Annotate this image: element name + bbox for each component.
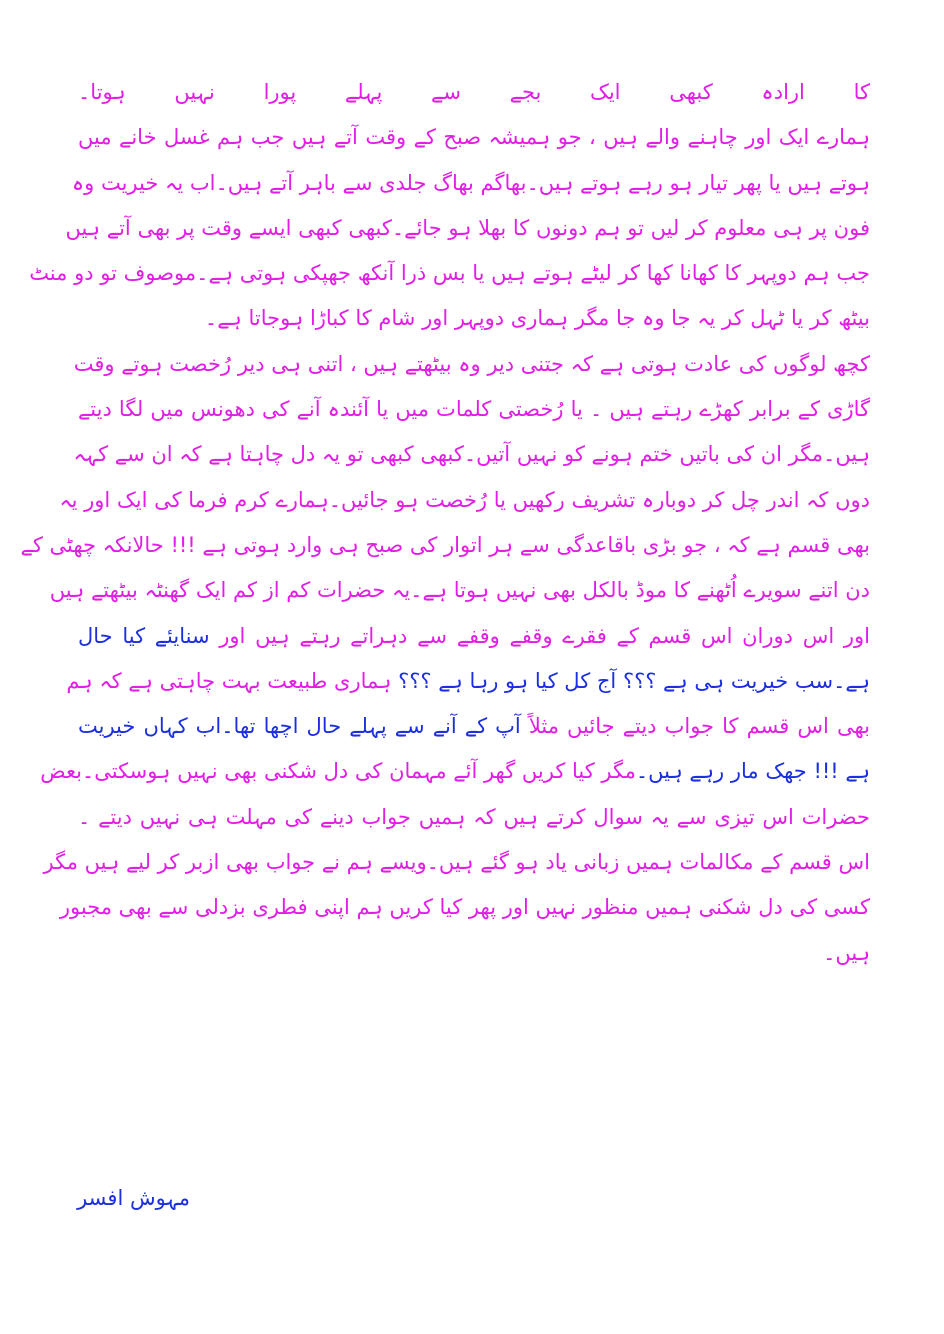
text-segment: بیٹھ کر یا ٹہل کر یہ جا وہ جا مگر ہماری دوپہر اور شام کا کباڑا ہوجاتا ہے۔ bbox=[204, 306, 870, 331]
text-segment: ہے !!! جھک مار رہے ہیں۔ bbox=[635, 759, 870, 784]
text-segment: بھی قسم ہے کہ ، جو بڑی باقاعدگی سے ہر اتوار کی صبح ہی وارد ہوتی ہے !!! حالانکہ چھٹی کے bbox=[20, 532, 870, 557]
text-line bbox=[71, 161, 870, 206]
text-segment: فون پر ہی معلوم کر لیں تو ہم دونوں کا بھلا ہو جائے۔کبھی کبھی ایسے وقت پر بھی آتے ہیں bbox=[65, 215, 870, 240]
text-segment: جب ہم دوپہر کا کھانا کھا کر لیٹے ہوتے ہیں یا بس ذرا آنکھ جھپکی ہوتی ہے۔موصوف تو دو منٹ bbox=[29, 261, 870, 286]
text-segment: گاڑی کے برابر کھڑے رہتے ہیں ۔ یا رُخصتی کلمات میں یا آئندہ آنے کی دھونس میں لگا دیتے bbox=[78, 397, 870, 422]
text-segment: دوں کہ اندر چل کر دوبارہ تشریف رکھیں یا رُخصت ہو جائیں۔ہمارے کرم فرما کی ایک اور یہ bbox=[59, 487, 870, 512]
text-line bbox=[49, 568, 870, 613]
text-line bbox=[66, 659, 870, 704]
text-segment: آپ کے آنے سے پہلے حال اچھا تھا۔اب کہاں خیریت bbox=[78, 714, 521, 739]
text-line bbox=[40, 749, 870, 794]
text-line bbox=[73, 432, 870, 477]
text-segment: اور اس دوران اس قسم کے فقرے وقفے وقفے سے دہراتے رہتے ہیں اور bbox=[209, 623, 870, 648]
text-line bbox=[78, 387, 870, 432]
text-segment: ہیں۔ bbox=[823, 940, 870, 965]
text-line bbox=[78, 704, 870, 749]
text-line bbox=[73, 342, 870, 387]
text-line bbox=[65, 206, 870, 251]
author-signature: مہوش افسر bbox=[77, 1186, 190, 1210]
text-segment: حضرات اس تیزی سے یہ سوال کرتے ہیں کہ ہمیں جواب دینے کی مہلت ہی نہیں دیتے ۔ bbox=[78, 804, 870, 829]
text-line bbox=[78, 115, 870, 160]
text-segment: ہوتے ہیں یا پھر تیار ہو رہے ہوتے ہیں۔بھاگم بھاگ جلدی سے باہر آتے ہیں۔اب یہ خیریت وہ bbox=[71, 170, 870, 195]
text-line bbox=[43, 840, 870, 885]
text-line bbox=[29, 251, 870, 296]
text-segment: ہیں۔مگر ان کی باتیں ختم ہونے کو نہیں آتیں۔کبھی کبھی تو یہ دل چاہتا ہے کہ ان سے کہہ bbox=[73, 442, 870, 467]
text-line bbox=[78, 614, 870, 659]
text-line bbox=[59, 885, 870, 930]
text-segment: کسی کی دل شکنی ہمیں منظور نہیں اور پھر کیا کریں ہم اپنی فطری بزدلی سے بھی مجبور bbox=[59, 895, 870, 920]
text-line bbox=[78, 70, 870, 115]
text-segment: اس قسم کے مکالمات ہمیں زبانی یاد ہو گئے ہیں۔ویسے ہم نے جواب بھی ازبر کر لیے ہیں مگر bbox=[43, 850, 870, 875]
text-segment: ہمارے ایک اور چاہنے والے ہیں ، جو ہمیشہ صبح کے وقت آتے ہیں جب ہم غسل خانے میں bbox=[78, 125, 870, 150]
text-segment: کا ارادہ کبھی ایک بجے سے پہلے پورا نہیں ہوتا۔ bbox=[78, 80, 870, 104]
text-segment: دن اتنے سویرے اُٹھنے کا موڈ بالکل بھی نہیں ہوتا ہے۔یہ حضرات کم از کم ایک گھنٹہ بیٹھتے ہیں bbox=[49, 578, 870, 603]
text-segment: ہماری طبیعت بہت چاہتی ہے کہ ہم bbox=[66, 668, 392, 693]
text-line bbox=[78, 795, 870, 840]
text-line bbox=[78, 931, 870, 976]
text-line bbox=[20, 523, 870, 568]
text-segment: بھی اس قسم کا جواب دیتے جائیں مثلاً bbox=[520, 714, 870, 739]
text-segment: سنایئے کیا حال bbox=[78, 623, 210, 648]
text-segment: ہے۔سب خیریت ہی ہے ؟؟؟ آج کل کیا ہو رہا ہے ؟؟؟ bbox=[391, 668, 870, 693]
text-segment: کچھ لوگوں کی عادت ہوتی ہے کہ جتنی دیر وہ بیٹھتے ہیں ، اتنی ہی دیر رُخصت ہوتے وقت bbox=[73, 351, 870, 376]
essay-body bbox=[20, 70, 870, 976]
text-line bbox=[78, 296, 870, 341]
text-line bbox=[59, 478, 870, 523]
text-segment: مگر کیا کریں گھر آئے مہمان کی دل شکنی بھی نہیں ہوسکتی۔بعض bbox=[40, 759, 636, 784]
